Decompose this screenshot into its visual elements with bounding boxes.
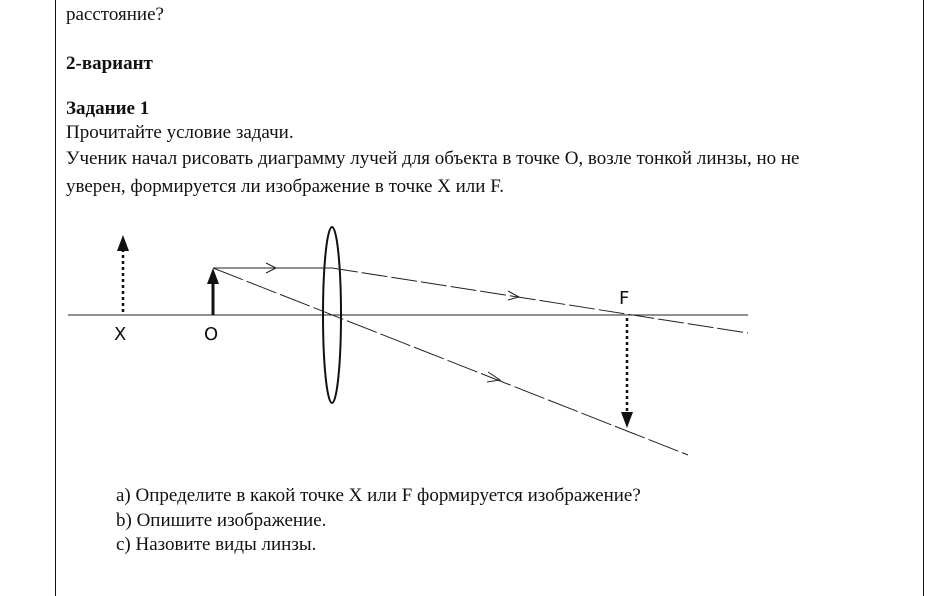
label-f: F	[619, 288, 630, 309]
question-a: a) Определите в какой точке X или F формируется изображение?	[116, 485, 641, 506]
ray-parallel	[213, 263, 748, 333]
problem-line-1: Ученик начал рисовать диаграмму лучей для объекта в точке O, возле тонкой линзы, но не	[66, 148, 800, 169]
candidate-image-x-arrow	[117, 235, 129, 312]
candidate-image-f-arrow	[621, 318, 633, 428]
previous-task-fragment: расстояние?	[66, 4, 164, 25]
instruction-text: Прочитайте условие задачи.	[66, 122, 294, 143]
question-c: c) Назовите виды линзы.	[116, 534, 317, 555]
question-b: b) Опишите изображение.	[116, 509, 327, 531]
ray-through-center	[213, 268, 688, 455]
variant-title: 2-вариант	[66, 53, 153, 74]
problem-line-2: уверен, формируется ли изображение в точке X или F.	[66, 176, 505, 197]
object-arrow	[207, 268, 219, 315]
task-title: Задание 1	[66, 98, 150, 119]
label-x: X	[114, 324, 127, 345]
question-list	[116, 484, 641, 558]
label-o: O	[204, 324, 219, 345]
